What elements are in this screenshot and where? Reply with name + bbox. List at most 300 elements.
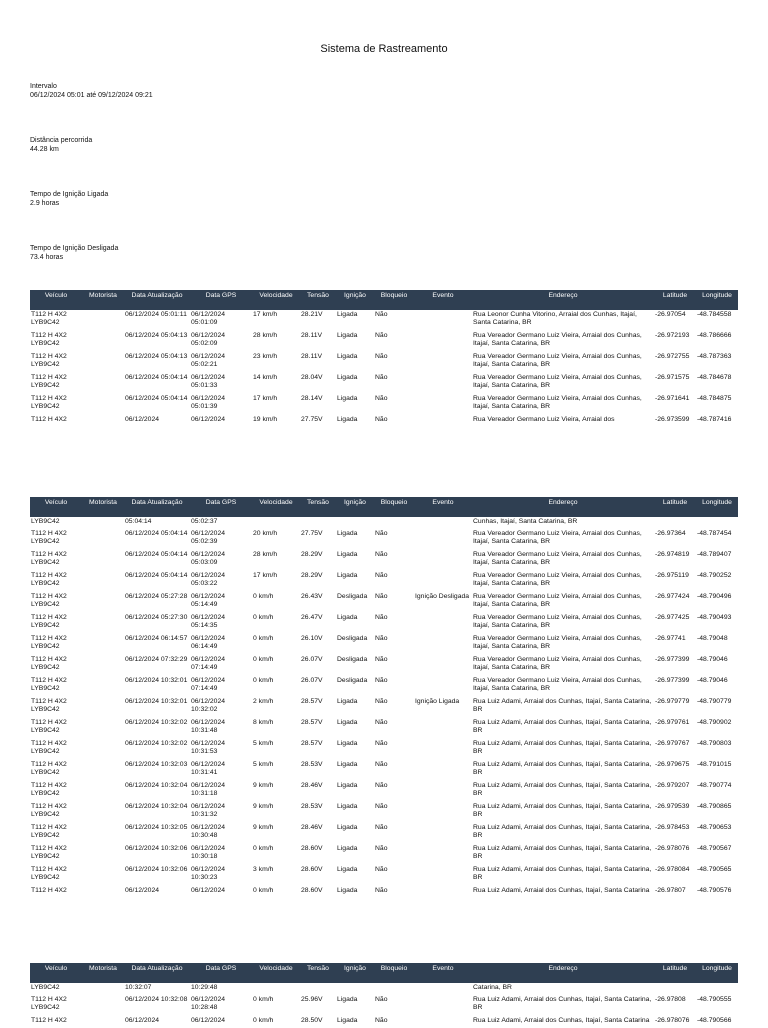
cell-data-gps: 06/12/2024 05:01:39 xyxy=(190,394,252,415)
cell-endereco: Rua Luiz Adami, Arraial dos Cunhas, Itajaí, Santa Catarina, BR xyxy=(472,802,654,823)
cell-evento: Ignição Desligada xyxy=(414,592,472,613)
table-row xyxy=(30,823,738,844)
cell-longitude: -48.787363 xyxy=(696,352,738,373)
cell-ignicao: Ligada xyxy=(337,530,358,537)
cell-data-gps: 05:02:37 xyxy=(190,517,252,529)
header-longitude: Longitude xyxy=(696,497,738,517)
cell-veiculo: T112 H 4X2 xyxy=(31,416,67,423)
cell-data-gps: 06/12/2024 xyxy=(191,416,226,423)
cell-ignicao: Ligada xyxy=(337,374,358,381)
cell-tensao: 26.43V xyxy=(300,592,336,613)
cell-ignicao: Ligada xyxy=(337,614,358,621)
cell-bloqueio: Não xyxy=(374,718,414,739)
cell-veiculo: T112 H 4X2 xyxy=(30,886,82,898)
cell-data-atualizacao: 10:32:07 xyxy=(124,983,190,995)
cell-data-atualizacao: 06/12/2024 10:32:04 xyxy=(125,782,188,789)
cell-latitude: -26.97808 xyxy=(655,996,686,1003)
cell-ignicao: Ligada xyxy=(336,844,374,865)
header-data-atualizacao: Data Atualização xyxy=(124,963,190,983)
cell-veiculo: T112 H 4X2 LYB9C42 xyxy=(31,656,67,672)
cell-veiculo: T112 H 4X2 LYB9C42 xyxy=(30,802,82,823)
table-row xyxy=(30,1016,738,1028)
cell-ignicao: Ligada xyxy=(336,550,374,571)
cell-endereco: Rua Leonor Cunha Vitorino, Arraial dos Cunhas, Itajaí, Santa Catarina, BR xyxy=(472,310,654,331)
table-row xyxy=(30,676,738,697)
cell-motorista xyxy=(82,517,124,529)
cell-evento xyxy=(414,676,472,697)
cell-tensao: 25.96V xyxy=(301,996,323,1003)
cell-motorista xyxy=(82,886,124,898)
cell-evento xyxy=(414,634,472,655)
cell-motorista xyxy=(82,550,124,571)
cell-data-atualizacao: 06/12/2024 xyxy=(125,416,160,423)
table-row xyxy=(30,550,738,571)
cell-latitude: -26.978076 xyxy=(654,844,696,865)
cell-data-gps: 06/12/2024 06:14:49 xyxy=(190,634,252,655)
cell-velocidade: 5 km/h xyxy=(252,760,300,781)
cell-latitude: -26.977399 xyxy=(654,676,696,697)
cell-endereco: Cunhas, Itajaí, Santa Catarina, BR xyxy=(472,517,654,529)
cell-velocidade: 9 km/h xyxy=(253,824,274,831)
cell-evento xyxy=(414,983,472,995)
cell-data-atualizacao: 06/12/2024 xyxy=(124,886,190,898)
header-data-gps: Data GPS xyxy=(190,963,252,983)
header-evento: Evento xyxy=(414,290,472,310)
cell-evento xyxy=(414,529,472,550)
cell-evento xyxy=(414,739,472,760)
cell-longitude: -48.790576 xyxy=(696,886,738,898)
cell-latitude: -26.97054 xyxy=(654,310,696,331)
cell-endereco: Rua Vereador Germano Luiz Vieira, Arraial dos Cunhas, Itajaí, Santa Catarina, BR xyxy=(473,656,642,672)
cell-tensao: 28.11V xyxy=(300,352,336,373)
cell-bloqueio: Não xyxy=(374,676,414,697)
cell-data-atualizacao: 06/12/2024 06:14:57 xyxy=(124,634,190,655)
interval-value: 06/12/2024 05:01 até 09/12/2024 09:21 xyxy=(30,91,153,99)
cell-endereco: Rua Vereador Germano Luiz Vieira, Arraial dos Cunhas, Itajaí, Santa Catarina, BR xyxy=(473,572,642,588)
header-veiculo: Veículo xyxy=(30,497,82,517)
cell-bloqueio: Não xyxy=(374,310,414,331)
cell-ignicao: Desligada xyxy=(336,592,374,613)
cell-data-gps: 06/12/2024 10:30:23 xyxy=(191,866,226,882)
table-row xyxy=(30,781,738,802)
cell-ignicao xyxy=(336,983,374,995)
cell-motorista xyxy=(82,781,124,802)
cell-data-atualizacao: 06/12/2024 05:27:28 xyxy=(124,592,190,613)
cell-motorista xyxy=(82,331,124,352)
cell-longitude: -48.790493 xyxy=(697,614,732,621)
cell-velocidade: 0 km/h xyxy=(252,1016,300,1028)
cell-motorista xyxy=(82,739,124,760)
cell-longitude: -48.790555 xyxy=(697,996,732,1003)
header-tensao: Tensão xyxy=(300,290,336,310)
cell-veiculo: T112 H 4X2 LYB9C42 xyxy=(30,352,82,373)
interval-label: Intervalo xyxy=(30,83,57,90)
distance-field xyxy=(30,137,92,154)
cell-data-gps: 06/12/2024 10:31:48 xyxy=(190,718,252,739)
cell-data-gps: 06/12/2024 xyxy=(190,1016,252,1028)
cell-endereco: Rua Luiz Adami, Arraial dos Cunhas, Itajaí, Santa Catarina xyxy=(472,886,654,898)
cell-motorista xyxy=(82,865,124,886)
cell-velocidade: 0 km/h xyxy=(252,592,300,613)
cell-endereco: Rua Vereador Germano Luiz Vieira, Arraial dos Cunhas, Itajaí, Santa Catarina, BR xyxy=(472,394,654,415)
cell-data-atualizacao: 05:04:14 xyxy=(124,517,190,529)
cell-bloqueio: Não xyxy=(375,866,388,873)
cell-latitude: -26.979779 xyxy=(655,698,690,705)
cell-bloqueio: Não xyxy=(375,740,388,747)
cell-motorista xyxy=(82,983,124,995)
cell-motorista xyxy=(82,634,124,655)
cell-bloqueio: Não xyxy=(375,782,388,789)
cell-ignicao: Ligada xyxy=(337,866,358,873)
cell-data-gps: 06/12/2024 05:01:09 xyxy=(190,310,252,331)
cell-data-gps: 06/12/2024 10:31:41 xyxy=(190,760,252,781)
table-row xyxy=(30,634,738,655)
cell-veiculo: T112 H 4X2 LYB9C42 xyxy=(30,550,82,571)
cell-motorista xyxy=(82,697,124,718)
cell-evento: Ignição Ligada xyxy=(415,698,460,705)
cell-bloqueio: Não xyxy=(374,844,414,865)
cell-ignicao: Ligada xyxy=(337,332,358,339)
cell-veiculo: T112 H 4X2 LYB9C42 xyxy=(31,740,67,756)
cell-bloqueio: Não xyxy=(374,802,414,823)
cell-latitude: -26.97364 xyxy=(655,530,686,537)
cell-tensao: 28.57V xyxy=(300,718,336,739)
cell-tensao: 28.29V xyxy=(300,550,336,571)
cell-veiculo: T112 H 4X2 LYB9C42 xyxy=(31,698,67,714)
cell-data-gps: 06/12/2024 05:03:09 xyxy=(190,550,252,571)
cell-evento xyxy=(414,995,472,1016)
cell-data-atualizacao: 06/12/2024 05:04:14 xyxy=(124,550,190,571)
table-row xyxy=(30,613,738,634)
cell-tensao: 26.47V xyxy=(301,614,323,621)
cell-ignicao: Ligada xyxy=(336,886,374,898)
header-latitude: Latitude xyxy=(654,963,696,983)
cell-ignicao: Ligada xyxy=(336,802,374,823)
cell-bloqueio: Não xyxy=(374,760,414,781)
header-ignicao: Ignição xyxy=(336,497,374,517)
cell-veiculo: T112 H 4X2 LYB9C42 xyxy=(30,718,82,739)
cell-evento xyxy=(414,823,472,844)
cell-motorista xyxy=(82,995,124,1016)
header-motorista: Motorista xyxy=(82,497,124,517)
table-header-row xyxy=(30,963,738,983)
cell-veiculo: T112 H 4X2 LYB9C42 xyxy=(30,310,82,331)
cell-longitude: -48.79046 xyxy=(697,656,728,663)
cell-data-atualizacao: 06/12/2024 05:04:13 xyxy=(124,352,190,373)
cell-evento xyxy=(414,571,472,592)
cell-tensao: 28.53V xyxy=(300,802,336,823)
cell-latitude: -26.979539 xyxy=(654,802,696,823)
cell-motorista xyxy=(82,1016,124,1028)
cell-endereco: Rua Vereador Germano Luiz Vieira, Arraial dos Cunhas, Itajaí, Santa Catarina, BR xyxy=(473,374,642,390)
header-data-gps: Data GPS xyxy=(190,290,252,310)
cell-bloqueio: Não xyxy=(374,886,414,898)
cell-latitude: -26.974819 xyxy=(654,550,696,571)
report-table-page-2 xyxy=(30,497,738,898)
cell-tensao: 28.11V xyxy=(301,332,323,339)
cell-latitude xyxy=(654,517,696,529)
ignition-on-label: Tempo de Ignição Ligada xyxy=(30,191,109,198)
cell-tensao: 26.07V xyxy=(301,656,323,663)
cell-ignicao: Ligada xyxy=(337,416,358,423)
cell-evento xyxy=(414,760,472,781)
cell-tensao: 27.75V xyxy=(301,530,323,537)
cell-latitude: -26.971641 xyxy=(654,394,696,415)
cell-endereco: Rua Vereador Germano Luiz Vieira, Arraial dos Cunhas, Itajaí, Santa Catarina, BR xyxy=(472,550,654,571)
table-row xyxy=(30,739,738,760)
cell-velocidade: 23 km/h xyxy=(252,352,300,373)
table-row xyxy=(30,529,738,550)
table-row xyxy=(30,760,738,781)
cell-evento xyxy=(414,655,472,676)
cell-data-atualizacao: 06/12/2024 10:32:02 xyxy=(125,740,188,747)
cell-motorista xyxy=(82,655,124,676)
cell-latitude: -26.972193 xyxy=(655,332,690,339)
table-header-row xyxy=(30,290,738,310)
cell-endereco: Rua Luiz Adami, Arraial dos Cunhas, Itajaí, Santa Catarina, BR xyxy=(473,740,652,756)
cell-tensao: 28.53V xyxy=(300,760,336,781)
cell-ignicao: Ligada xyxy=(337,572,358,579)
cell-motorista xyxy=(82,310,124,331)
cell-tensao: 28.60V xyxy=(301,866,323,873)
cell-motorista xyxy=(82,844,124,865)
cell-latitude: -26.979675 xyxy=(654,760,696,781)
table-row xyxy=(30,886,738,898)
table-row xyxy=(30,995,738,1016)
table-row xyxy=(30,394,738,415)
distance-label: Distância percorrida xyxy=(30,137,93,144)
cell-ignicao: Desligada xyxy=(336,634,374,655)
cell-bloqueio xyxy=(374,983,414,995)
header-velocidade: Velocidade xyxy=(252,497,300,517)
header-longitude: Longitude xyxy=(696,290,738,310)
cell-evento xyxy=(414,394,472,415)
cell-endereco: Rua Vereador Germano Luiz Vieira, Arraial dos Cunhas, Itajaí, Santa Catarina, BR xyxy=(473,614,642,630)
header-endereco: Endereço xyxy=(472,290,654,310)
cell-data-atualizacao: 06/12/2024 07:32:29 xyxy=(125,656,188,663)
cell-motorista xyxy=(82,823,124,844)
cell-velocidade: 0 km/h xyxy=(252,676,300,697)
cell-bloqueio: Não xyxy=(375,656,388,663)
cell-data-atualizacao: 06/12/2024 05:04:14 xyxy=(124,394,190,415)
page-title: Sistema de Rastreamento xyxy=(320,43,448,55)
cell-evento xyxy=(414,517,472,529)
cell-data-gps: 06/12/2024 05:14:49 xyxy=(190,592,252,613)
cell-veiculo: T112 H 4X2 LYB9C42 xyxy=(31,782,67,798)
header-veiculo: Veículo xyxy=(30,290,82,310)
cell-longitude: -48.79046 xyxy=(696,676,738,697)
cell-endereco: Rua Vereador Germano Luiz Vieira, Arraial dos xyxy=(473,416,615,423)
table-row xyxy=(30,865,738,886)
header-latitude: Latitude xyxy=(654,497,696,517)
cell-endereco: Rua Vereador Germano Luiz Vieira, Arraial dos Cunhas, Itajaí, Santa Catarina, BR xyxy=(473,332,642,348)
cell-data-gps: 06/12/2024 05:02:09 xyxy=(191,332,226,348)
cell-data-atualizacao: 06/12/2024 05:04:14 xyxy=(125,572,188,579)
cell-motorista xyxy=(82,592,124,613)
cell-data-atualizacao: 06/12/2024 05:04:14 xyxy=(125,530,188,537)
cell-evento xyxy=(414,781,472,802)
table-row xyxy=(30,331,738,352)
cell-longitude: -48.790496 xyxy=(696,592,738,613)
cell-endereco: Rua Luiz Adami, Arraial dos Cunhas, Itajaí, Santa Catarina, BR xyxy=(472,718,654,739)
cell-tensao: 28.57V xyxy=(301,698,323,705)
cell-tensao: 28.46V xyxy=(301,782,323,789)
cell-longitude: -48.784678 xyxy=(697,374,732,381)
cell-data-atualizacao: 06/12/2024 05:27:30 xyxy=(125,614,188,621)
cell-longitude: -48.787454 xyxy=(697,530,732,537)
cell-evento xyxy=(414,802,472,823)
cell-motorista xyxy=(82,676,124,697)
header-velocidade: Velocidade xyxy=(252,290,300,310)
cell-longitude: -48.791015 xyxy=(696,760,738,781)
cell-latitude: -26.97741 xyxy=(654,634,696,655)
cell-motorista xyxy=(82,613,124,634)
cell-data-atualizacao: 06/12/2024 10:32:02 xyxy=(124,718,190,739)
header-ignicao: Ignição xyxy=(336,963,374,983)
table-row xyxy=(30,802,738,823)
cell-ignicao: Desligada xyxy=(336,676,374,697)
header-motorista: Motorista xyxy=(82,963,124,983)
cell-endereco: Rua Luiz Adami, Arraial dos Cunhas, Itajaí, Santa Catarina, BR xyxy=(473,996,652,1012)
cell-velocidade xyxy=(252,517,300,529)
cell-data-atualizacao: 06/12/2024 05:04:14 xyxy=(125,374,188,381)
cell-ignicao: Ligada xyxy=(336,760,374,781)
cell-motorista xyxy=(82,352,124,373)
cell-tensao: 28.57V xyxy=(301,740,323,747)
cell-ignicao: Desligada xyxy=(337,656,368,663)
cell-evento xyxy=(414,331,472,352)
cell-latitude: -26.978453 xyxy=(655,824,690,831)
cell-tensao: 26.10V xyxy=(300,634,336,655)
cell-latitude: -26.973599 xyxy=(655,416,690,423)
cell-veiculo: T112 H 4X2 LYB9C42 xyxy=(31,996,67,1012)
cell-bloqueio: Não xyxy=(374,1016,414,1028)
table-row xyxy=(30,592,738,613)
cell-veiculo: T112 H 4X2 LYB9C42 xyxy=(30,844,82,865)
cell-longitude: -48.790774 xyxy=(697,782,732,789)
cell-veiculo: T112 H 4X2 LYB9C42 xyxy=(31,530,67,546)
cell-tensao xyxy=(300,517,336,529)
header-bloqueio: Bloqueio xyxy=(374,290,414,310)
cell-data-gps: 06/12/2024 10:32:02 xyxy=(191,698,226,714)
cell-longitude: -48.787416 xyxy=(697,416,732,423)
cell-tensao: 26.07V xyxy=(300,676,336,697)
table-row xyxy=(30,983,738,995)
cell-longitude: -48.790865 xyxy=(696,802,738,823)
cell-motorista xyxy=(82,571,124,592)
cell-ignicao xyxy=(336,517,374,529)
cell-data-gps: 06/12/2024 10:31:53 xyxy=(191,740,226,756)
cell-velocidade: 0 km/h xyxy=(252,844,300,865)
header-bloqueio: Bloqueio xyxy=(374,497,414,517)
interval-field xyxy=(30,83,153,100)
cell-bloqueio: Não xyxy=(374,634,414,655)
cell-latitude: -26.97807 xyxy=(654,886,696,898)
cell-ignicao: Ligada xyxy=(336,352,374,373)
cell-tensao: 28.50V xyxy=(300,1016,336,1028)
cell-velocidade: 19 km/h xyxy=(253,416,278,423)
cell-velocidade: 9 km/h xyxy=(252,802,300,823)
header-velocidade: Velocidade xyxy=(252,963,300,983)
cell-bloqueio: Não xyxy=(374,394,414,415)
cell-latitude: -26.977424 xyxy=(654,592,696,613)
cell-veiculo: T112 H 4X2 LYB9C42 xyxy=(31,866,67,882)
cell-longitude: -48.786666 xyxy=(697,332,732,339)
cell-data-gps: 06/12/2024 10:28:48 xyxy=(191,996,226,1012)
cell-motorista xyxy=(82,373,124,394)
cell-velocidade: 17 km/h xyxy=(252,394,300,415)
cell-veiculo: T112 H 4X2 LYB9C42 xyxy=(31,374,67,390)
cell-velocidade: 0 km/h xyxy=(253,614,274,621)
header-data-atualizacao: Data Atualização xyxy=(124,497,190,517)
cell-bloqueio: Não xyxy=(375,332,388,339)
cell-data-atualizacao: 06/12/2024 10:32:01 xyxy=(125,698,188,705)
ignition-off-label: Tempo de Ignição Desligada xyxy=(30,245,119,252)
cell-bloqueio: Não xyxy=(375,996,388,1003)
cell-data-gps: 06/12/2024 05:02:21 xyxy=(190,352,252,373)
cell-endereco: Rua Luiz Adami, Arraial dos Cunhas, Itajaí, Santa Catarina, BR xyxy=(473,698,652,714)
cell-longitude: -48.790902 xyxy=(696,718,738,739)
cell-bloqueio: Não xyxy=(375,614,388,621)
cell-data-atualizacao: 06/12/2024 xyxy=(124,1016,190,1028)
cell-latitude: -26.971575 xyxy=(655,374,690,381)
cell-veiculo: T112 H 4X2 LYB9C42 xyxy=(31,614,67,630)
cell-endereco: Rua Vereador Germano Luiz Vieira, Arraial dos Cunhas, Itajaí, Santa Catarina, BR xyxy=(472,592,654,613)
cell-velocidade: 8 km/h xyxy=(252,718,300,739)
cell-velocidade: 28 km/h xyxy=(252,550,300,571)
cell-latitude: -26.979761 xyxy=(654,718,696,739)
cell-velocidade: 2 km/h xyxy=(253,698,274,705)
cell-velocidade: 3 km/h xyxy=(253,866,274,873)
cell-velocidade: 14 km/h xyxy=(253,374,278,381)
cell-endereco: Rua Luiz Adami, Arraial dos Cunhas, Itajaí, Santa Catarina xyxy=(472,1016,654,1028)
ignition-off-value: 73.4 horas xyxy=(30,253,64,261)
cell-velocidade xyxy=(252,983,300,995)
cell-latitude: -26.979207 xyxy=(655,782,690,789)
cell-data-gps: 06/12/2024 05:14:35 xyxy=(191,614,226,630)
cell-ignicao: Ligada xyxy=(336,394,374,415)
cell-data-atualizacao: 06/12/2024 10:32:06 xyxy=(124,844,190,865)
cell-bloqueio: Não xyxy=(374,592,414,613)
table-row xyxy=(30,352,738,373)
cell-motorista xyxy=(82,760,124,781)
ignition-on-field xyxy=(30,191,108,208)
cell-tensao: 28.46V xyxy=(301,824,323,831)
cell-velocidade: 0 km/h xyxy=(253,656,274,663)
cell-latitude xyxy=(654,983,696,995)
cell-latitude: -26.978076 xyxy=(654,1016,696,1028)
header-evento: Evento xyxy=(414,963,472,983)
cell-veiculo: T112 H 4X2 LYB9C42 xyxy=(30,676,82,697)
header-longitude: Longitude xyxy=(696,963,738,983)
cell-data-gps: 06/12/2024 10:31:18 xyxy=(191,782,226,798)
cell-veiculo: LYB9C42 xyxy=(30,517,82,529)
table-row xyxy=(30,571,738,592)
header-endereco: Endereço xyxy=(472,497,654,517)
header-motorista: Motorista xyxy=(82,290,124,310)
cell-bloqueio: Não xyxy=(375,698,388,705)
cell-endereco: Rua Luiz Adami, Arraial dos Cunhas, Itajaí, Santa Catarina, BR xyxy=(473,782,652,798)
cell-bloqueio: Não xyxy=(375,530,388,537)
cell-longitude: -48.784558 xyxy=(696,310,738,331)
header-latitude: Latitude xyxy=(654,290,696,310)
report-table-page-3 xyxy=(30,963,738,1028)
header-tensao: Tensão xyxy=(300,963,336,983)
header-endereco: Endereço xyxy=(472,963,654,983)
cell-evento xyxy=(414,373,472,394)
cell-veiculo: T112 H 4X2 LYB9C42 xyxy=(30,634,82,655)
cell-evento xyxy=(414,613,472,634)
